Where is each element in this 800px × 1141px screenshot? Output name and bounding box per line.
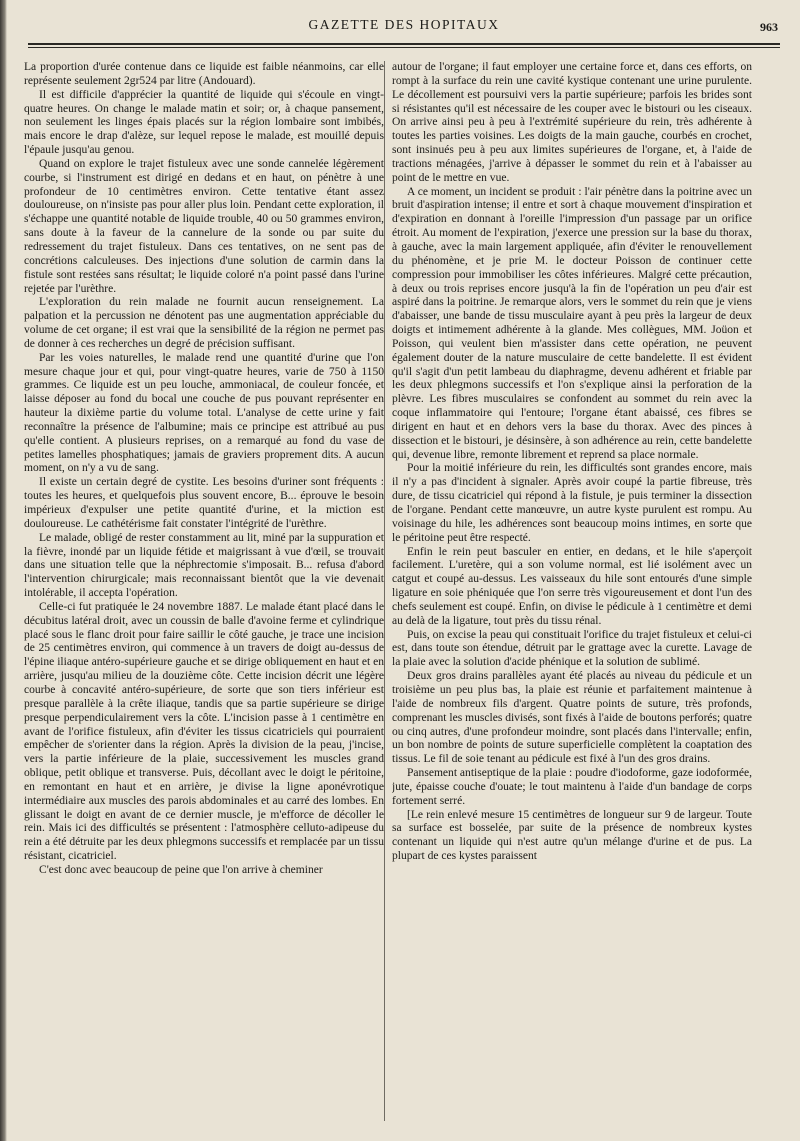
paragraph: Quand on explore le trajet fistuleux avec une sonde cannelée légèrement courbe, si l'instrument est dirigé en dedans et en haut, on pénètre à une profondeur de 10 centimètres environ. Cette tentative étant assez douloureuse, on n'insiste pas pour aller plus loin. Pendant cette exploration, il s'échappe une quantité notable de liquide trouble, 40 ou 50 grammes environ, sans doute à la faveur de la cannelure de la sonde ou par suite du redressement du trajet fistuleux. Dans ces tentatives, on ne sent pas de concrétions calculeuses. Des injections d'une solution de carmin dans la fistule sont restées sans résultat; le liquide coloré n'a point passé dans l'urine rejetée par l'urèthre. [24, 157, 384, 295]
paragraph: Pansement antiseptique de la plaie : poudre d'iodoforme, gaze iodoformée, jute, épaisse couche d'ouate; le tout maintenu à l'aide d'un bandage de corps fortement serré. [392, 767, 752, 807]
header-rule-thick [28, 43, 780, 45]
paragraph: C'est donc avec beaucoup de peine que l'on arrive à cheminer [39, 863, 323, 876]
running-title: GAZETTE DES HOPITAUX [308, 17, 500, 32]
paragraph: L'exploration du rein malade ne fournit aucun renseignement. La palpation et la percussion ne dénotent pas une augmentation appréciable du volume de cet organe; il est vrai que la sensibilité de la région ne permet pas de donner à ces recherches un degré de précision suffisant. [24, 296, 384, 350]
paragraph: Celle-ci fut pratiquée le 24 novembre 1887. Le malade étant placé dans le décubitus latéral droit, avec un coussin de balle d'avoine ferme et cylindrique placé sous le flanc droit pour faire saillir le côté gauche, je trace une incision de 25 centimètres environ, qui commence à un travers de doigt au-dessus de l'épine iliaque antéro-supérieure gauche et se dirige obliquement en haut et en arrière, jusqu'au milieu de la douzième côte. Cette incision décrit une légère courbe à concavité antéro-supérieure, de sorte que son tiers inférieur est presque parallèle à la crête iliaque, tandis que sa partie supérieure se dirige presque perpendiculairement vers la côte. L'incision passe à 1 centimètre en avant de l'orifice fistuleux, afin d'éviter les tissus cicatriciels qui pourraient empêcher de s'orienter dans la région. Après la division de la peau, j'incise, vers la partie inférieure de la plaie, successivement les muscles grand oblique, petit oblique et transverse. Puis, décollant avec le doigt le péritoine, en remontant en haut et en arrière, je divise la ligne aponévrotique intermédiaire aux muscles des parois abdominales et au carré des lombes. En glissant le doigt en avant de ce dernier muscle, je m'efforce de décoller le rein. Mais ici des difficultés se présentent : l'atmosphère celluto-adipeuse du rein a été détruite par les deux phlegmons successifs et remplacée par un tissu résistant, cicatriciel. [24, 600, 384, 863]
paragraph: Le malade, obligé de rester constamment au lit, miné par la suppuration et la fièvre, inondé par un liquide fétide et maigrissant à vue d'œil, se trouvait dans une situation telle que la néphrectomie s'imposait. B... refusa d'abord l'intervention chirurgicale; mais reconnaissant bientôt que la vie devenait intolérable, il accepta l'opération. [24, 531, 384, 600]
paragraph: Par les voies naturelles, le malade rend une quantité d'urine que l'on mesure chaque jour et qui, pour vingt-quatre heures, varie de 750 à 1150 grammes. Ce liquide est un peu louche, ammoniacal, de couleur foncée, et laisse déposer au fond du bocal une couche de pus pouvant représenter en hauteur la dixième partie du volume total. L'analyse de cette urine y fait reconnaître la présence de l'albumine; mais ce principe est attribué au pus qu'elle contient. A plusieurs reprises, on a remarqué au fond du vase de petites lamelles phosphatiques; jamais de graviers proprement dits. A aucun moment, on n'y a vu de sang. [24, 351, 384, 475]
column-divider [384, 61, 385, 1121]
binding-edge [0, 0, 7, 1141]
paragraph: Enfin le rein peut basculer en entier, en dedans, et le hile s'aperçoit facilement. L'uretère, qui a son volume normal, est lié isolément avec un catgut et coupé au-dessus. Les vaisseaux du hile sont entourés d'une simple ligature en soie phéniquée que l'on serre très vigoureusement et dont l'un des chefs seulement est coupé. Enfin, on divise le pédicule à 1 centimètre et demi au delà de la ligature, tout près du tissu rénal. [392, 545, 752, 627]
page-number: 963 [760, 20, 778, 34]
paragraph: Puis, on excise la peau qui constituait l'orifice du trajet fistuleux et celui-ci est, dans toute son étendue, détruit par le grattage avec la curette. Lavage de la plaie avec la solution d'acide phénique et la solution de sublimé. [392, 628, 752, 669]
paragraph: Deux gros drains parallèles ayant été placés au niveau du pédicule et un troisième un peu plus bas, la plaie est réunie et parfaitement maintenue à l'aide de nombreux fils d'argent. Quatre points de suture, très profonds, comprenant les muscles divisés, sont fixés à l'aide de boutons perforés; quatre ou cinq autres, d'une profondeur moindre, sont placés dans l'intervalle; enfin, un bon nombre de points de suture superficielle complètent la coaptation des tissus. Le fil de soie tenant au pédicule est fixé à l'un des gros drains. [392, 670, 752, 766]
paragraph: autour de l'organe; il faut employer une certaine force et, dans ces efforts, on rompt à la surface du rein une cavité kystique contenant une urine purulente. Le décollement est poursuivi vers la partie supérieure; parfois les brides sont si résistantes qu'il est nécessaire de les couper avec le bistouri ou les ciseaux. On arrive ainsi peu à peu à l'extrémité supérieure du rein, très adhérente à toutes les parties voisines. Les doigts de la main gauche, courbés en crochet, sont insinués peu à peu aux limites supérieures de l'organe, et, à l'aide de tractions ménagées, j'arrive à dépasser le sommet du rein et à l'abaisser au point de le mettre en vue. [392, 61, 752, 184]
page-header [28, 17, 780, 41]
paragraph: Pour la moitié inférieure du rein, les difficultés sont grandes encore, mais il n'y a pas d'incident à signaler. Après avoir coupé la partie fibreuse, très dure, de tissu cicatriciel qui répond à la fistule, je puis terminer la dissection de l'organe. Pendant cette manœuvre, un autre kyste purulent est rompu. Au voisinage du hile, les adhérences sont beaucoup moins intimes, en sorte que le péritoine peut être respecté. [392, 462, 752, 544]
paragraph: La proportion d'urée contenue dans ce liquide est faible néanmoins, car elle représente seulement 2gr524 par litre (Andouard). [24, 61, 384, 87]
header-rule-thin [28, 47, 780, 48]
left-column [24, 61, 384, 1131]
paragraph: Il est difficile d'apprécier la quantité de liquide qui s'écoule en vingt-quatre heures. On change le malade matin et soir; or, à chaque pansement, non seulement les linges épais placés sur la région lombaire sont imbibés, mais encore le drap d'alèze, sur lequel repose le malade, est mouillé depuis l'épaule jusqu'au genou. [24, 88, 384, 157]
paragraph: [Le rein enlevé mesure 15 centimètres de longueur sur 9 de largeur. Toute sa surface est bosselée, par suite de la présence de nombreux kystes contenant un liquide qui n'est autre qu'un mélange d'urine et de pus. La plupart de ces kystes paraissent [392, 808, 752, 863]
paragraph: Il existe un certain degré de cystite. Les besoins d'uriner sont fréquents : toutes les heures, et quelquefois plus souvent encore, B... éprouve le besoin impérieux d'expulser une petite quantité d'urine, et la miction est douloureuse. Le cathétérisme fait constater l'intégrité de l'urèthre. [24, 476, 384, 530]
right-column [392, 61, 752, 1131]
paragraph: A ce moment, un incident se produit : l'air pénètre dans la poitrine avec un bruit d'aspiration intense; il entre et sort à chaque mouvement d'inspiration et d'expiration en donnant à l'oreille l'impression d'un passage par un orifice étroit. Au moment de l'expiration, j'exerce une pression sur la base du thorax, à gauche, avec la main largement appliquée, afin d'éviter le renouvellement du phénomène, et je prie M. le docteur Poisson de continuer cette compression pour immobiliser les côtes inférieures. Malgré cette précaution, à deux ou trois reprises encore jusqu'à la fin de l'opération un peu d'air est aspiré dans la poitrine. Je remarque alors, vers le sommet du rein que je viens d'abaisser, une bande de tissu musculaire ayant à peu près la largeur de deux doigts et intimement adhérente à la glande. Mes collègues, MM. Joüon et Poisson, qui veulent bien m'assister dans cette opération, ne peuvent également douter de la nature musculaire de cette bandelette. Il est évident qu'il s'agit d'un petit lambeau du diaphragme, devenu adhérent et friable par les deux phlegmons successifs et l'on s'explique ainsi la perforation de la plèvre. Les fibres musculaires se confondent au sommet du rein avec la coque inflammatoire qui l'entoure; l'organe étant abaissé, ces fibres se dirigent en haut et en dehors vers la base du thorax. Avec des pinces à dissection et le bistouri, je désinsère, à son adhérence au rein, cette bandelette qui, devenue libre, remonte librement et reprend sa place normale. [392, 185, 752, 461]
